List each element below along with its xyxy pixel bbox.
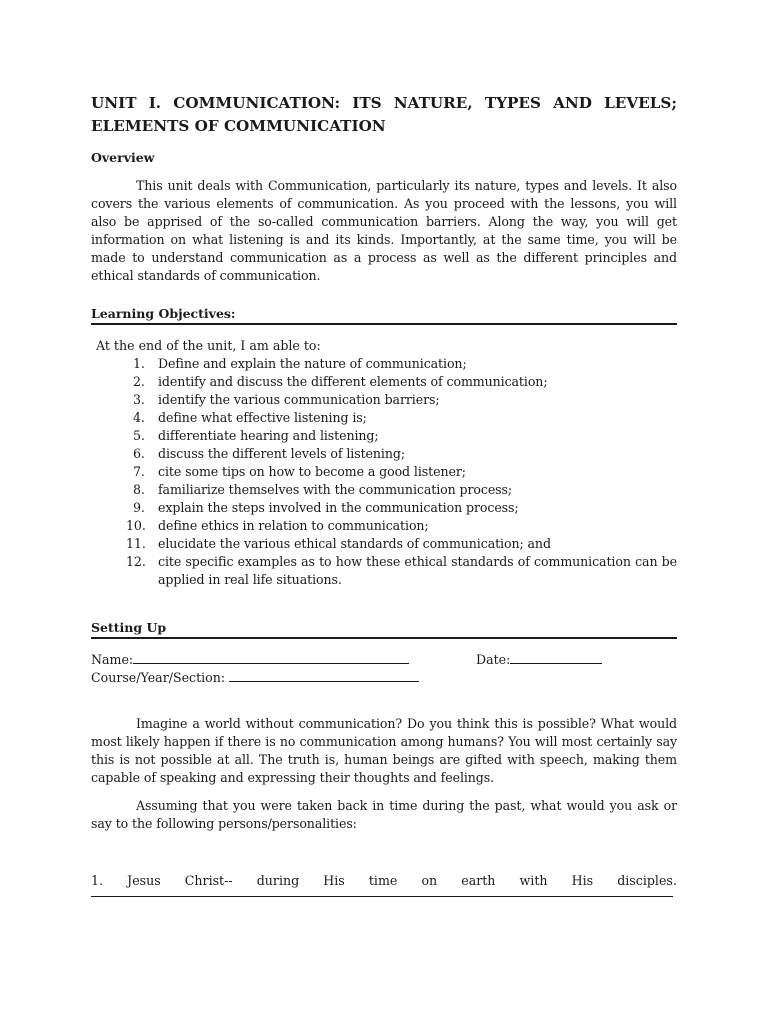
date-label: Date: [476, 652, 511, 667]
objective-item [133, 481, 677, 499]
question-1-answer-line[interactable] [91, 890, 673, 897]
question-1-word: Christ-- [184, 873, 233, 888]
objective-item [133, 427, 677, 445]
question-1-word: on [421, 873, 438, 888]
question-1-word: His [323, 873, 345, 888]
objective-number: 8. [133, 482, 145, 497]
objective-text: cite some tips on how to become a good listener; [158, 464, 466, 479]
objective-text: identify the various communication barriers; [158, 392, 440, 407]
objective-number: 10. [126, 518, 146, 533]
question-1-word: earth [461, 873, 496, 888]
objective-item [126, 517, 677, 535]
question-1-word: with [519, 873, 548, 888]
objective-number: 11. [126, 536, 146, 551]
course-field[interactable] [229, 670, 419, 682]
objective-number: 2. [133, 374, 145, 389]
objective-item [133, 355, 677, 373]
question-1-word: disciples. [617, 873, 677, 888]
objective-text: Define and explain the nature of communication; [158, 356, 467, 371]
objectives-list [91, 355, 677, 589]
objective-item [126, 535, 677, 553]
objectives-intro: At the end of the unit, I am able to: [96, 338, 321, 353]
setting-up-heading: Setting Up [91, 620, 677, 639]
objective-item [133, 499, 677, 517]
name-label: Name: [91, 652, 134, 667]
question-1-word: His [571, 873, 594, 888]
objective-number: 7. [133, 464, 145, 479]
objective-text: discuss the different levels of listening; [158, 446, 405, 461]
question-1 [91, 872, 677, 890]
setting-up-paragraph-2: Assuming that you were taken back in time during the past, what would you ask or say to the following persons/personalities: [91, 798, 677, 831]
objective-text: elucidate the various ethical standards of communication; and [158, 536, 551, 551]
objective-text: cite specific examples as to how these ethical standards of communication can be applied in real life situations. [158, 554, 677, 587]
question-1-word: Jesus [127, 873, 161, 888]
overview-paragraph: This unit deals with Communication, particularly its nature, types and levels. It also covers the various elements of communication. As you proceed with the lessons, you will also be apprised of the so-called communication barriers. Along the way, you will get information on what listening is and its kinds. Importantly, at the same time, you will be made to understand communication as a process as well as the different principles and ethical standards of communication. [91, 178, 677, 283]
question-1-word: 1. [91, 873, 104, 888]
learning-objectives-heading: Learning Objectives: [91, 306, 677, 325]
question-1-word: during [256, 873, 300, 888]
objective-text: identify and discuss the different elements of communication; [158, 374, 548, 389]
objective-number: 12. [126, 554, 146, 569]
date-field[interactable] [510, 652, 602, 664]
objective-text: differentiate hearing and listening; [158, 428, 379, 443]
objective-number: 9. [133, 500, 145, 515]
objective-item [133, 373, 677, 391]
objective-number: 3. [133, 392, 145, 407]
objective-text: define what effective listening is; [158, 410, 367, 425]
unit-title: UNIT I. COMMUNICATION: ITS NATURE, TYPES AND LEVELS; ELEMENTS OF COMMUNICATION [91, 94, 677, 135]
course-label: Course/Year/Section: [91, 670, 230, 685]
course-row [91, 669, 677, 687]
setting-up-paragraph-1: Imagine a world without communication? Do you think this is possible? What would most likely happen if there is no communication among humans? You will most certainly say this is not possible at all. The truth is, human beings are gifted with speech, making them capable of speaking and expressing their thoughts and feelings. [91, 716, 677, 785]
objective-number: 1. [133, 356, 145, 371]
objective-text: familiarize themselves with the communication process; [158, 482, 513, 497]
objective-text: define ethics in relation to communication; [158, 518, 429, 533]
document-page [91, 92, 677, 888]
name-field[interactable] [133, 652, 409, 664]
objective-item [126, 553, 677, 589]
overview-heading: Overview [91, 150, 155, 165]
objective-number: 5. [133, 428, 145, 443]
objective-item [133, 409, 677, 427]
objective-item [133, 391, 677, 409]
name-date-row [91, 651, 677, 669]
objective-number: 4. [133, 410, 145, 425]
objective-item [133, 445, 677, 463]
question-1-word: time [368, 873, 398, 888]
objective-item [133, 463, 677, 481]
objective-number: 6. [133, 446, 145, 461]
objective-text: explain the steps involved in the communication process; [158, 500, 519, 515]
